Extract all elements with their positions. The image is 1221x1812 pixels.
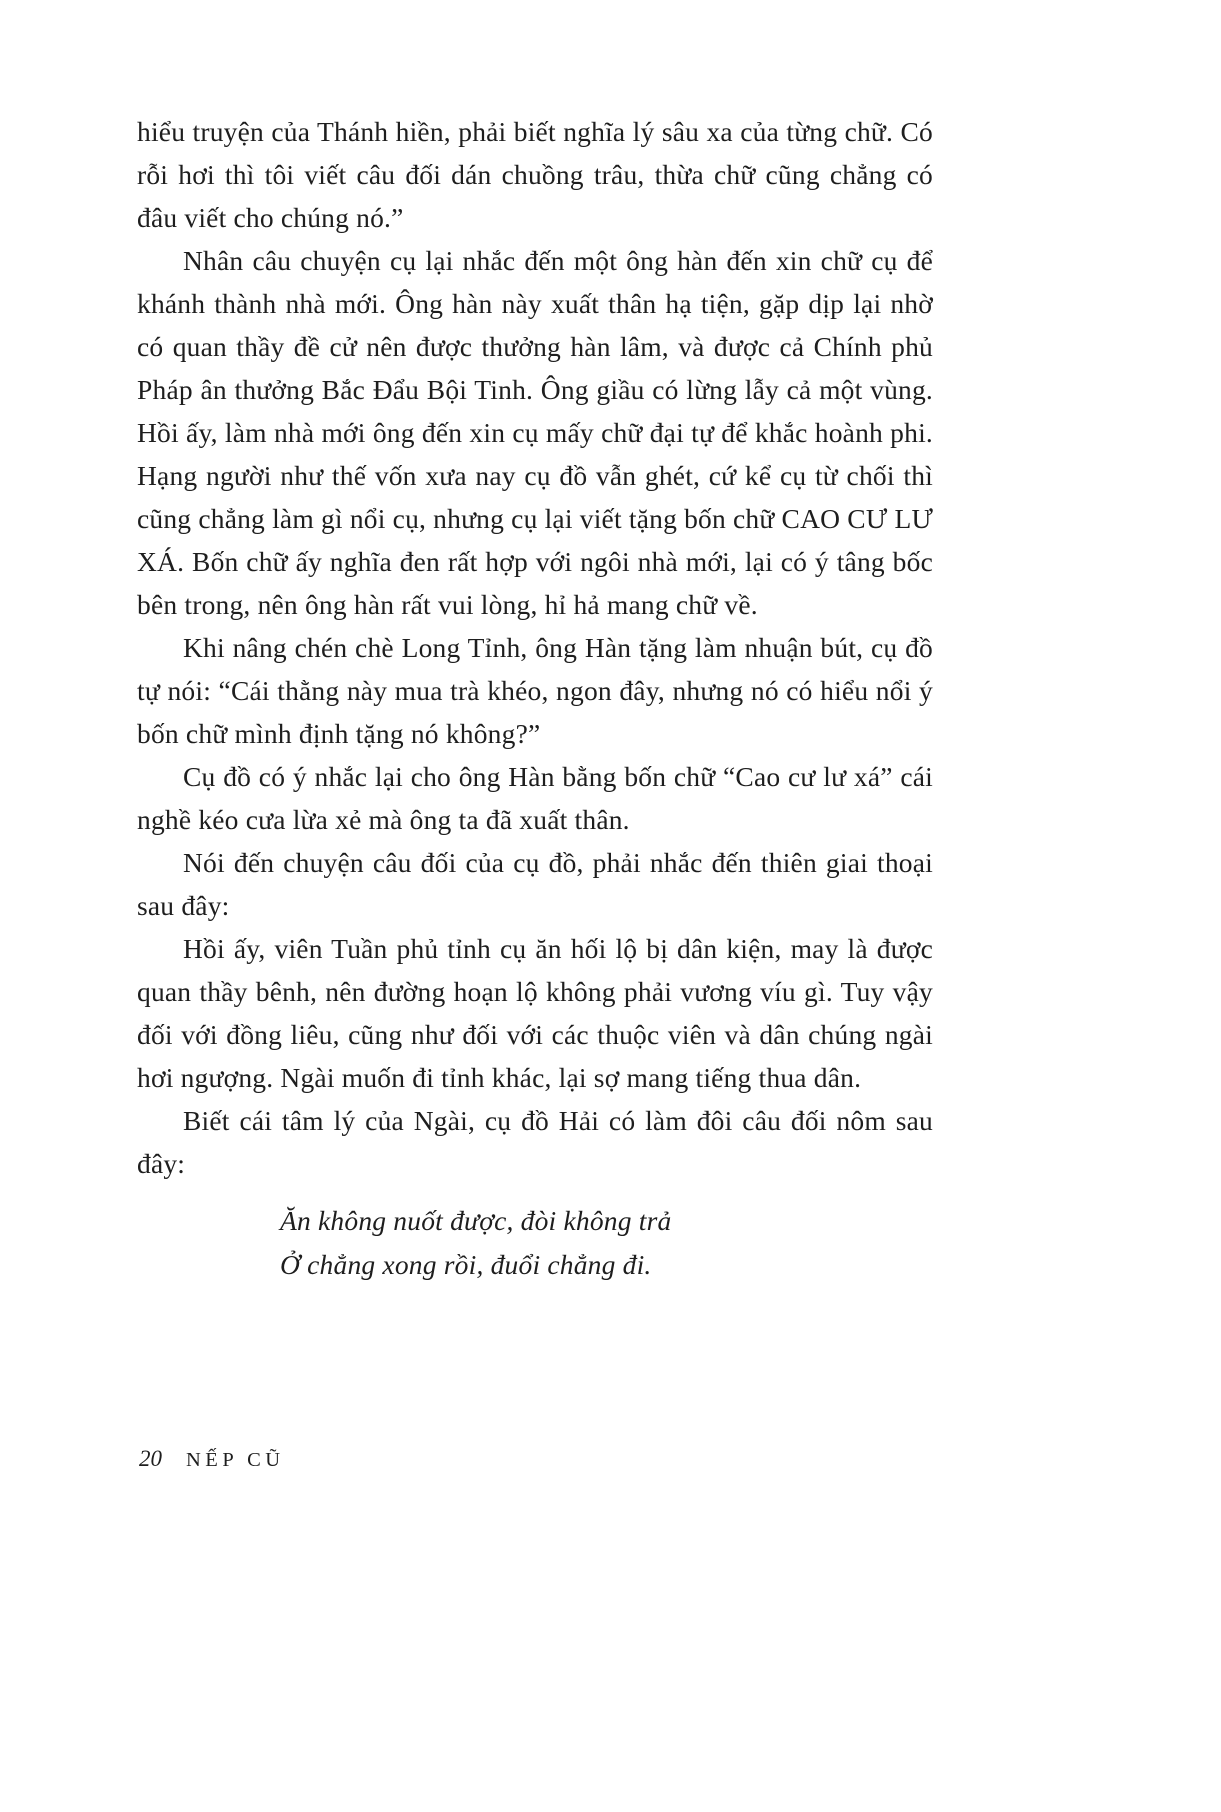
paragraph: hiểu truyện của Thánh hiền, phải biết nghĩa lý sâu xa của từng chữ. Có rỗi hơi thì tôi viết câu đối dán chuồng trâu, thừa chữ cũng chẳng có đâu viết cho chúng nó.” [137, 116, 933, 233]
page-number: 20 [139, 1446, 162, 1471]
paragraph: Nói đến chuyện câu đối của cụ đồ, phải nhắc đến thiên giai thoại sau đây: [137, 847, 933, 921]
page-body [137, 110, 933, 1287]
verse-line: Ăn không nuốt được, đòi không trả [280, 1205, 672, 1236]
paragraph: Khi nâng chén chè Long Tỉnh, ông Hàn tặng làm nhuận bút, cụ đồ tự nói: “Cái thằng này mua trà khéo, ngon đây, nhưng nó có hiểu nổi ý bốn chữ mình định tặng nó không?” [137, 632, 933, 749]
running-title: NẾP CŨ [186, 1449, 285, 1471]
paragraph: Nhân câu chuyện cụ lại nhắc đến một ông hàn đến xin chữ cụ để khánh thành nhà mới. Ông hàn này xuất thân hạ tiện, gặp dịp lại nhờ có quan thầy đề cử nên được thưởng hàn lâm, và được cả Chính phủ Pháp ân thưởng Bắc Đẩu Bội Tinh. Ông giầu có lừng lẫy cả một vùng. Hồi ấy, làm nhà mới ông đến xin cụ mấy chữ đại tự để khắc hoành phi. Hạng người như thế vốn xưa nay cụ đồ vẫn ghét, cứ kể cụ từ chối thì cũng chẳng làm gì nổi cụ, nhưng cụ lại viết tặng bốn chữ CAO CƯ LƯ XÁ. Bốn chữ ấy nghĩa đen rất hợp với ngôi nhà mới, lại có ý tâng bốc bên trong, nên ông hàn rất vui lòng, hỉ hả mang chữ về. [137, 245, 933, 620]
paragraph: Biết cái tâm lý của Ngài, cụ đồ Hải có làm đôi câu đối nôm sau đây: [137, 1105, 933, 1179]
verse-line: Ở chẳng xong rồi, đuổi chẳng đi. [280, 1249, 652, 1280]
verse-couplet [280, 1199, 933, 1287]
page-footer [139, 1446, 285, 1472]
paragraph: Hồi ấy, viên Tuần phủ tỉnh cụ ăn hối lộ bị dân kiện, may là được quan thầy bênh, nên đường hoạn lộ không phải vương víu gì. Tuy vậy đối với đồng liêu, cũng như đối với các thuộc viên và dân chúng ngài hơi ngượng. Ngài muốn đi tỉnh khác, lại sợ mang tiếng thua dân. [137, 933, 933, 1093]
paragraph: Cụ đồ có ý nhắc lại cho ông Hàn bằng bốn chữ “Cao cư lư xá” cái nghề kéo cưa lừa xẻ mà ông ta đã xuất thân. [137, 761, 933, 835]
